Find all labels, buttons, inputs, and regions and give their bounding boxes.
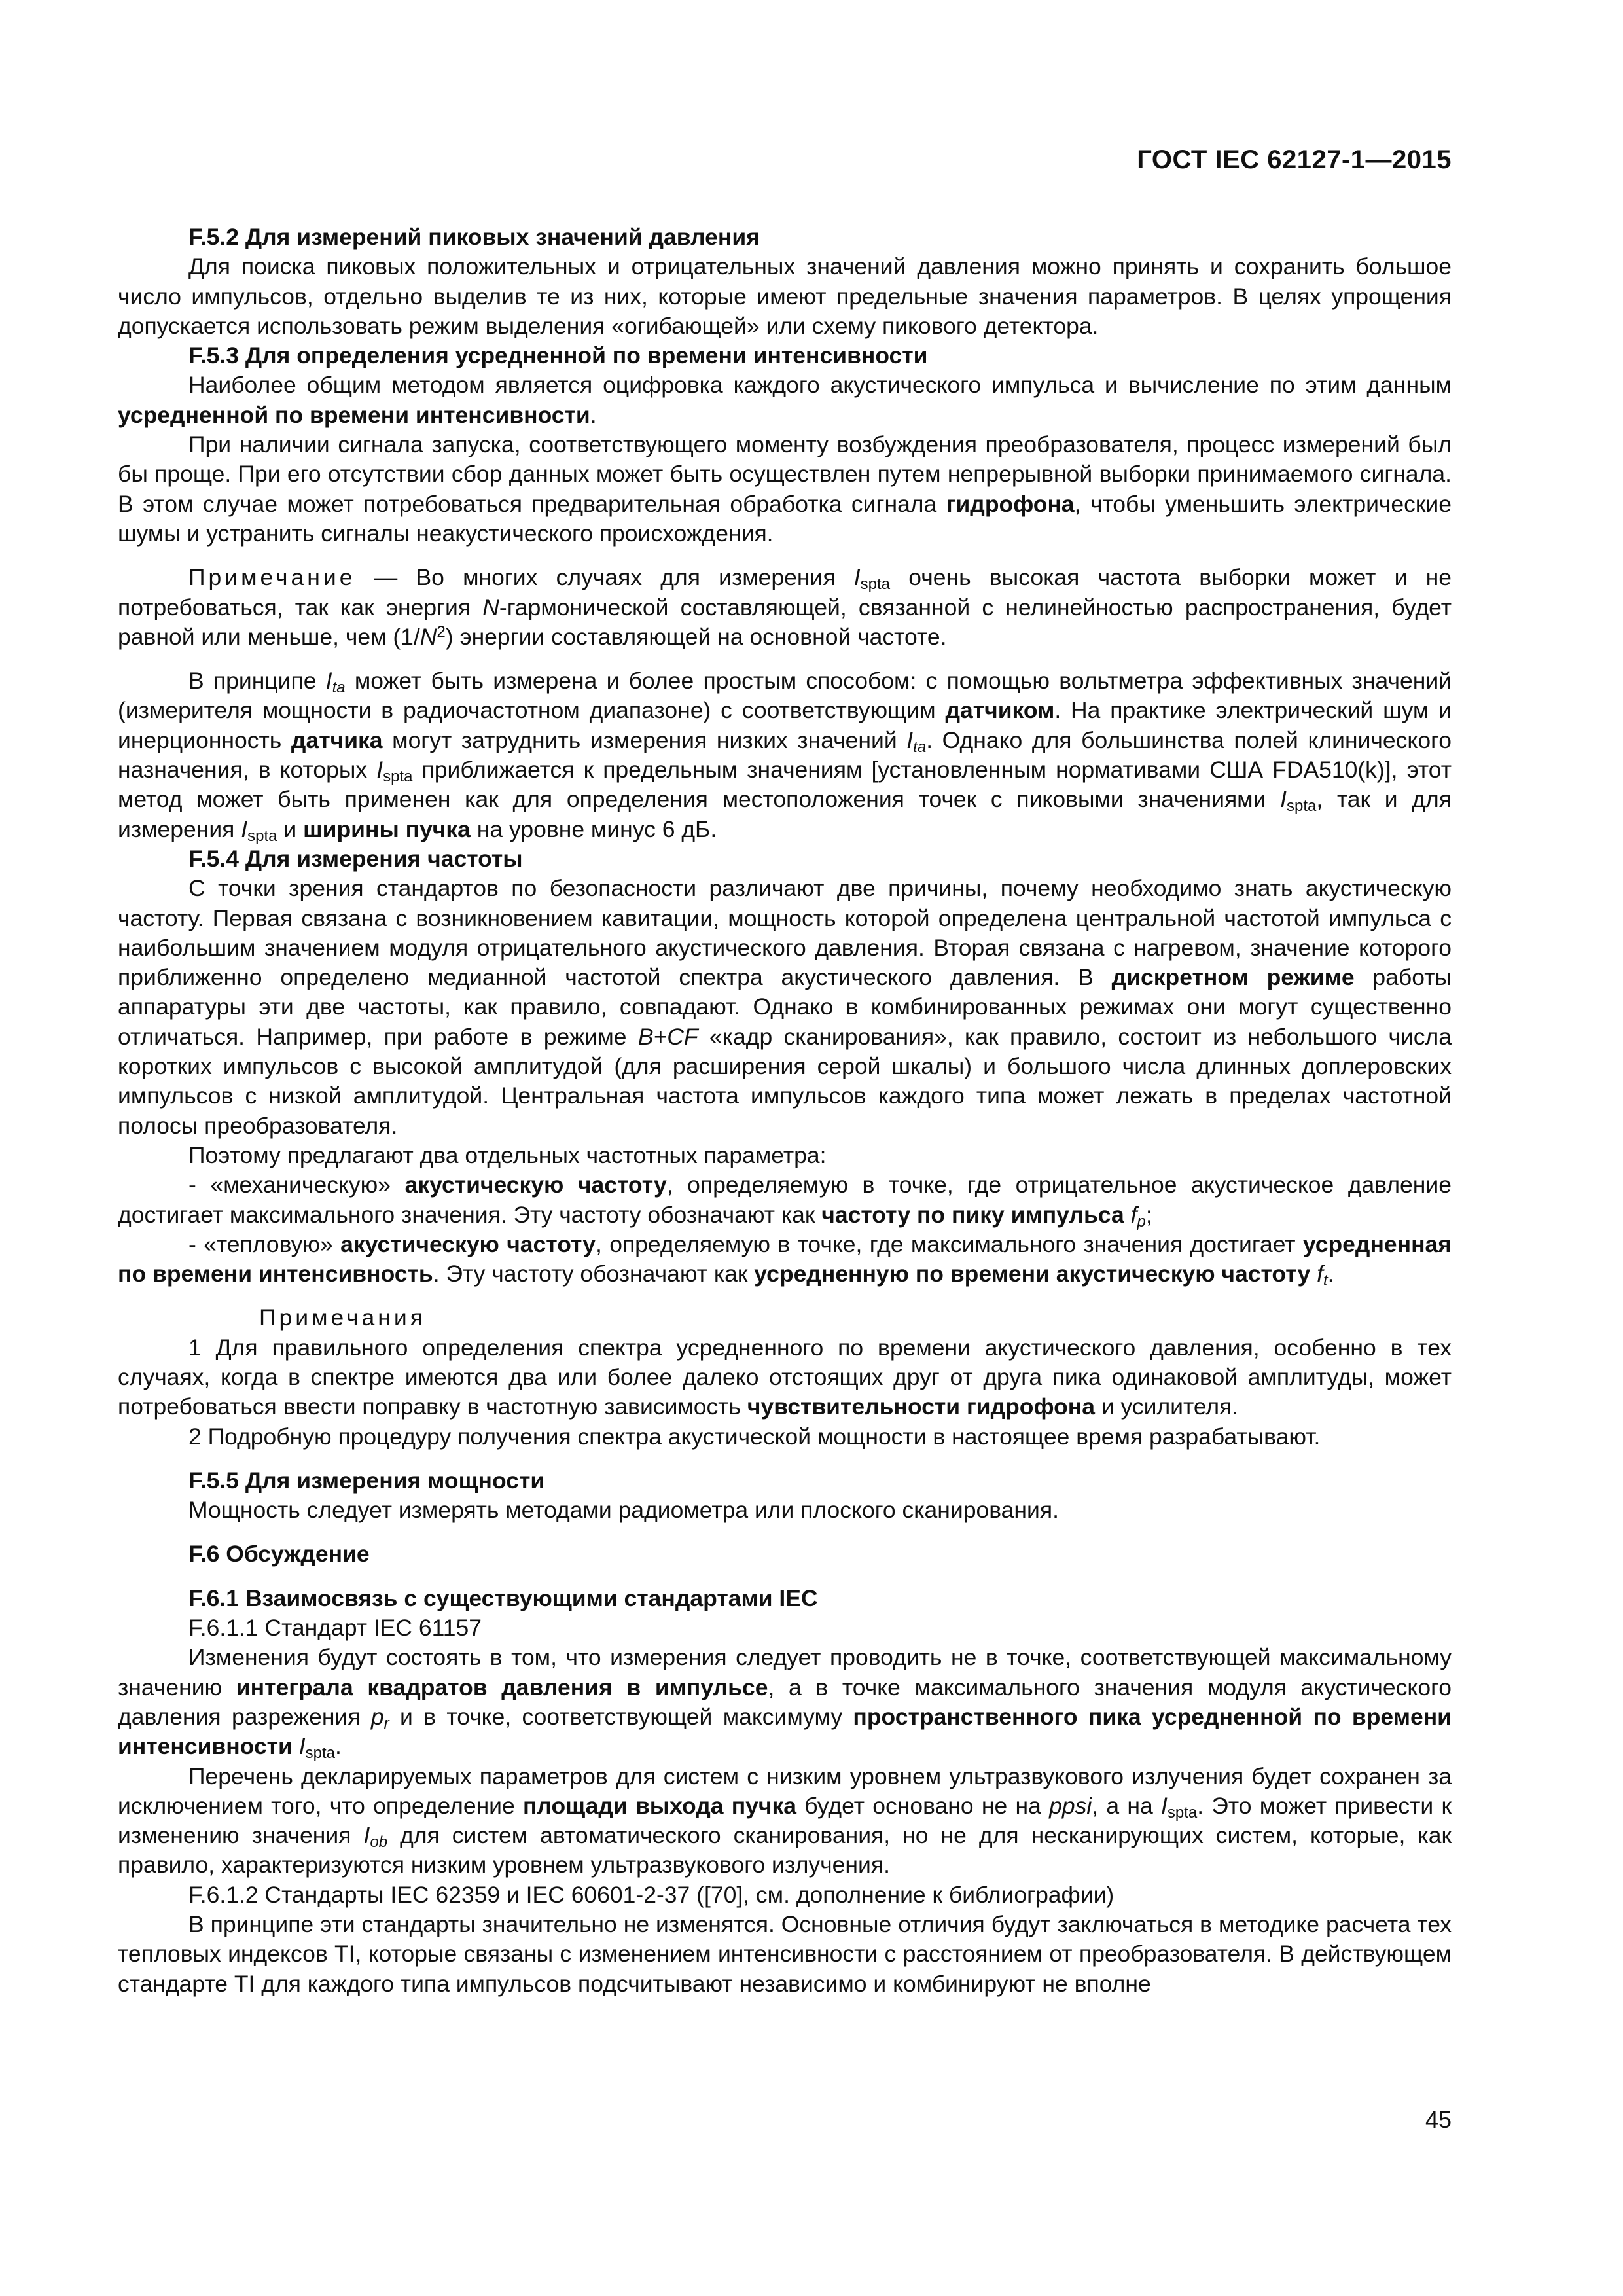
section-f53-note: Примечание — Во многих случаях для измерения $I_{spta}$ очень высокая частота выборки может и не потребоваться, так как энергия N-гармонической составляющей, связанной с нелинейностью распространения, будет равной или меньше, чем $(1/N^2)$ энергии составляющей на основной частоте. xyxy=(118,564,1452,650)
notes-label: Примечания xyxy=(259,1304,426,1331)
section-f612-title: F.6.1.2 Стандарты IEC 62359 и IEC 60601-2-37 ([70], см. дополнение к библиографии) xyxy=(188,1881,1115,1908)
document-body xyxy=(118,223,1452,1999)
section-f53-title: F.5.3 Для определения усредненной по времени интенсивности xyxy=(188,342,928,369)
section-f611-title: F.6.1.1 Стандарт IEC 61157 xyxy=(188,1615,482,1641)
section-f611-paragraph-2: Перечень декларируемых параметров для систем с низким уровнем ультразвукового излучения будет сохранен за исключением того, что определение площади выхода пучка будет основано не на ppsi, а на $I_{spta}$. Это может привести к изменению значения $I_{ob}$ для систем автоматического сканирования, но не для несканирующих систем, которые, как правило, характеризуются низким уровнем ультразвукового излучения. xyxy=(118,1763,1452,1878)
page-number: 45 xyxy=(1425,2106,1452,2133)
section-f54-paragraph-2: Поэтому предлагают два отдельных частотных параметра: xyxy=(188,1141,827,1168)
section-f53-paragraph-2: При наличии сигнала запуска, соответствующего моменту возбуждения преобразователя, процесс измерений был бы проще. При его отсутствии сбор данных может быть осуществлен путем непрерывной выборки принимаемого сигнала. В этом случае может потребоваться предварительная обработка сигнала гидрофона, чтобы уменьшить электрические шумы и устранить сигналы неакустического происхождения. xyxy=(118,431,1452,547)
section-f6-title: F.6 Обсуждение xyxy=(188,1541,370,1568)
section-f55-title: F.5.5 Для измерения мощности xyxy=(188,1467,545,1494)
section-f61-title: F.6.1 Взаимосвязь с существующими стандартами IEC xyxy=(188,1585,818,1611)
section-f53-paragraph-3: В принципе $I_{ta}$ может быть измерена и более простым способом: с помощью вольтметра эффективных значений (измерителя мощности в радиочастотном диапазоне) с соответствующим датчиком. На практике электрический шум и инерционность датчика могут затруднить измерения низких значений $I_{ta}$. Однако для большинства полей клинического назначения, в которых $I_{spta}$ приближается к предельным значениям [установленным нормативами США FDA510(k)], этот метод может быть применен как для определения местоположения точек с пиковыми значениями $I_{spta}$, так и для измерения $I_{spta}$ и ширины пучка на уровне минус 6 дБ. xyxy=(118,668,1452,845)
section-f52-paragraph: Для поиска пиковых положительных и отрицательных значений давления можно принять и сохранить большое число импульсов, отдельно выделив те из них, которые имеют предельные значения параметров. В целях упрощения допускается использовать режим выделения «огибающей» или схему пикового детектора. xyxy=(118,253,1452,339)
document-header: ГОСТ IEC 62127-1—2015 xyxy=(1137,145,1452,174)
section-f54-list-item-1: - «механическую» акустическую частоту, определяемую в точке, где отрицательное акустическое давление достигает максимального значения. Эту частоту обозначают как частоту по пику импульса $f_p$; xyxy=(118,1172,1452,1230)
section-f52-title: F.5.2 Для измерений пиковых значений давления xyxy=(188,224,760,250)
section-f612-paragraph: В принципе эти стандарты значительно не изменятся. Основные отличия будут заключаться в методике расчета тех тепловых индексов TI, которые связаны с изменением интенсивности с расстоянием от преобразователя. В действующем стандарте TI для каждого типа импульсов подсчитывают независимо и комбинируют не вполне xyxy=(118,1911,1452,1997)
document-page xyxy=(118,0,1452,2296)
section-f54-list-item-2: - «тепловую» акустическую частоту, определяемую в точке, где максимального значения достигает усредненная по времени интенсивность. Эту частоту обозначают как усредненную по времени акустическую частоту $f_t$. xyxy=(118,1230,1452,1290)
note-2: 2 Подробную процедуру получения спектра акустической мощности в настоящее время разрабатывают. xyxy=(188,1423,1321,1450)
section-f54-title: F.5.4 Для измерения частоты xyxy=(188,845,523,872)
section-f54-paragraph-1: С точки зрения стандартов по безопасности различают две причины, почему необходимо знать акустическую частоту. Первая связана с возникновением кавитации, мощность которой определена центральной частотой импульса с наибольшим значением модуля отрицательного акустического давления. Вторая связана с нагревом, значение которого приближенно определено медианной частотой спектра акустического давления. В дискретном режиме работы аппаратуры эти две частоты, как правило, совпадают. Однако в комбинированных режимах они могут существенно отличаться. Например, при работе в режиме B+CF «кадр сканирования», как правило, состоит из небольшого числа коротких импульсов с высокой амплитудой (для расширения серой шкалы) и большого числа длинных доплеровских импульсов с низкой амплитудой. Центральная частота импульсов каждого типа может лежать в пределах частотной полосы преобразователя. xyxy=(118,875,1452,1139)
note-1: 1 Для правильного определения спектра усредненного по времени акустического давления, особенно в тех случаях, когда в спектре имеются два или более далеко отстоящих друг от друга пика одинаковой амплитуды, может потребоваться ввести поправку в частотную зависимость чувствительности гидрофона и усилителя. xyxy=(118,1334,1452,1420)
section-f53-paragraph-1: Наиболее общим методом является оцифровка каждого акустического импульса и вычисление по этим данным усредненной по времени интенсивности. xyxy=(118,372,1452,428)
section-f54-notes xyxy=(118,1303,1452,1451)
section-f611-paragraph-1: Изменения будут состоять в том, что измерения следует проводить не в точке, соответствующей максимальному значению интеграла квадратов давления в импульсе, а в точке максимального значения модуля акустического давления разрежения $p_r$ и в точке, соответствующей максимуму пространственного пика усредненной по времени интенсивности $I_{spta}$. xyxy=(118,1644,1452,1763)
section-f55-paragraph: Мощность следует измерять методами радиометра или плоского сканирования. xyxy=(188,1497,1059,1524)
